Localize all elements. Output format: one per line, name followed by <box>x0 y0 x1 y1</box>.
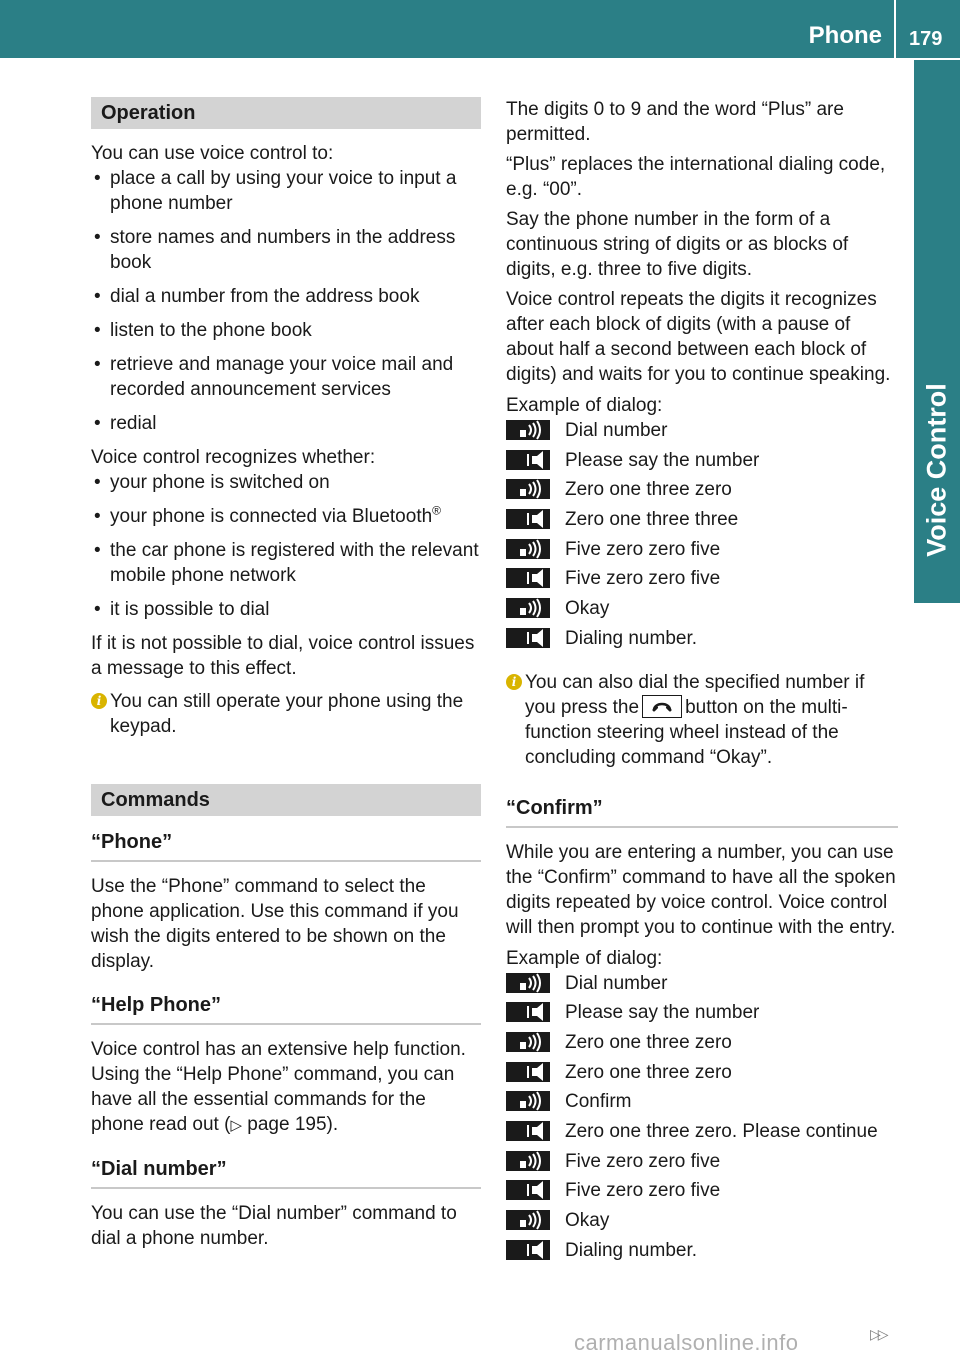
page-number: 179 <box>909 28 943 50</box>
list-item: • redial <box>91 411 481 436</box>
repeat-digits-text: Voice control repeats the digits it recognizes after each block of digits (with a pause of about half a second between each block of digits) and waits for you to continue speaking. <box>506 289 891 385</box>
dialog-example-2 <box>506 971 898 1268</box>
voice-input-icon <box>506 598 550 618</box>
help-phone-heading: “Help Phone” <box>91 993 481 1025</box>
dialog-text: Dialing number. <box>565 1239 698 1261</box>
dialog-row <box>506 626 898 656</box>
dial-issue-text: If it is not possible to dial, voice control issues a message to this effect. <box>91 633 475 679</box>
voice-output-icon <box>506 628 550 648</box>
voice-input-icon <box>506 973 550 993</box>
dialog-text: Zero one three zero <box>565 1031 732 1053</box>
voice-output-icon <box>506 1180 550 1200</box>
dialog-row <box>506 1119 898 1149</box>
voice-output-icon <box>506 1062 550 1082</box>
operation-list <box>91 166 481 436</box>
dialog-row <box>506 1060 898 1090</box>
list-item: • listen to the phone book <box>91 318 481 343</box>
dialog-text: Please say the number <box>565 1002 760 1024</box>
dialog-row <box>506 566 898 596</box>
list-item: • it is possible to dial <box>91 597 481 622</box>
help-text-before: Voice control has an extensive help function. Using the “Help Phone” command, you can have all the essential commands for the phone read out ( <box>91 1039 466 1135</box>
voice-input-icon <box>506 479 550 499</box>
dialog-text: Please say the number <box>565 449 760 471</box>
phone-command-heading: “Phone” <box>91 830 481 862</box>
dialog-row <box>506 596 898 626</box>
example-label: Example of dialog: <box>506 947 663 969</box>
dialog-row <box>506 1000 898 1030</box>
dialog-text: Five zero zero five <box>565 1180 721 1202</box>
dialog-text: Dial number <box>565 972 668 994</box>
voice-output-icon <box>506 568 550 588</box>
recognize-list <box>91 470 481 622</box>
dialog-text: Five zero zero five <box>565 1150 721 1172</box>
help-phone-text <box>91 1037 481 1138</box>
voice-input-icon <box>506 1151 550 1171</box>
continue-marker: ▷▷ <box>870 1326 886 1342</box>
dialog-text: Dialing number. <box>565 627 698 649</box>
dialog-text: Five zero zero five <box>565 538 721 560</box>
help-text-after: ). <box>326 1114 339 1135</box>
page-ref-link[interactable]: page 195 <box>247 1114 327 1135</box>
dialog-text: Okay <box>565 598 610 620</box>
dialog-text: Zero one three zero <box>565 1061 732 1083</box>
voice-output-icon <box>506 509 550 529</box>
operation-heading: Operation <box>91 97 481 129</box>
info-note <box>506 670 898 770</box>
operation-intro: You can use voice control to: <box>91 143 334 164</box>
list-item <box>91 504 481 529</box>
confirm-heading: “Confirm” <box>506 796 898 828</box>
voice-input-icon <box>506 420 550 440</box>
side-tab-label: Voice Control <box>921 383 952 557</box>
info-text: You can still operate your phone using the keypad. <box>110 691 464 737</box>
dialog-text: Okay <box>565 1210 610 1231</box>
dialog-row <box>506 1089 898 1119</box>
dialog-text: Zero one three zero. Please continue <box>565 1120 878 1142</box>
list-item: • place a call by using your voice to input a phone number <box>91 166 481 216</box>
say-number-text: Say the phone number in the form of a continuous string of digits or as blocks of digits, e.g. three to five digits. <box>506 209 849 280</box>
voice-output-icon <box>506 1240 550 1260</box>
list-item: • retrieve and manage your voice mail and recorded announcement services <box>91 352 481 402</box>
dialog-row <box>506 1178 898 1208</box>
voice-input-icon <box>506 1091 550 1111</box>
dialog-row <box>506 1030 898 1060</box>
dialog-text: Zero one three three <box>565 509 739 531</box>
recognize-intro: Voice control recognizes whether: <box>91 447 376 468</box>
info-note <box>91 689 481 739</box>
info-text-before: You can also dial the specified number if you press the <box>525 671 865 718</box>
dialog-row <box>506 418 898 448</box>
voice-input-icon <box>506 539 550 559</box>
info-icon: i <box>506 674 522 690</box>
dial-number-text: You can use the “Dial number” command to dial a phone number. <box>91 1203 457 1249</box>
info-icon: i <box>91 693 107 709</box>
dialog-row <box>506 537 898 567</box>
watermark: carmanualsonline.info <box>574 1330 799 1355</box>
plus-text: “Plus” replaces the international dialing code, e.g. “00”. <box>506 154 886 200</box>
phone-handset-icon <box>642 695 682 718</box>
voice-output-icon <box>506 1002 550 1022</box>
voice-input-icon <box>506 1210 550 1230</box>
dialog-text: Dial number <box>565 420 668 441</box>
phone-command-text: Use the “Phone” command to select the phone application. Use this command if you wish the digits entered to be shown on the display. <box>91 876 459 972</box>
dialog-text: Five zero zero five <box>565 568 721 590</box>
dialog-row <box>506 448 898 478</box>
header-divider <box>894 0 896 58</box>
list-item: • dial a number from the address book <box>91 284 481 309</box>
info-text-after: button on the multi-function steering wheel instead of the concluding command “Okay”. <box>525 696 848 768</box>
dialog-row <box>506 507 898 537</box>
example-label: Example of dialog: <box>506 395 663 416</box>
dialog-row <box>506 971 898 1001</box>
dialog-text: Confirm <box>565 1091 632 1113</box>
commands-heading: Commands <box>91 784 481 816</box>
voice-output-icon <box>506 1121 550 1141</box>
bluetooth-text: your phone is connected via Bluetooth <box>110 506 433 527</box>
dialog-row <box>506 1208 898 1238</box>
left-column <box>91 97 481 1259</box>
dial-number-heading: “Dial number” <box>91 1157 481 1189</box>
page-ref-arrow: ▷ <box>230 1117 242 1134</box>
dialog-example-1 <box>506 418 898 656</box>
right-column <box>506 97 898 1281</box>
list-item: • your phone is switched on <box>91 470 481 495</box>
chapter-title: Phone <box>808 22 882 49</box>
confirm-text: While you are entering a number, you can use the “Confirm” command to have all the spoken digits repeated by voice control. Voice control will then prompt you to continue with the entry. <box>506 841 896 938</box>
dialog-row <box>506 477 898 507</box>
voice-input-icon <box>506 1032 550 1052</box>
dialog-row <box>506 1238 898 1268</box>
list-item: • the car phone is registered with the relevant mobile phone network <box>91 538 481 588</box>
list-item: • store names and numbers in the address book <box>91 225 481 275</box>
voice-output-icon <box>506 450 550 470</box>
dialog-row <box>506 1149 898 1179</box>
registered-mark: ® <box>432 503 442 518</box>
dialog-text: Zero one three zero <box>565 479 732 501</box>
digits-text: The digits 0 to 9 and the word “Plus” are permitted. <box>506 99 844 145</box>
